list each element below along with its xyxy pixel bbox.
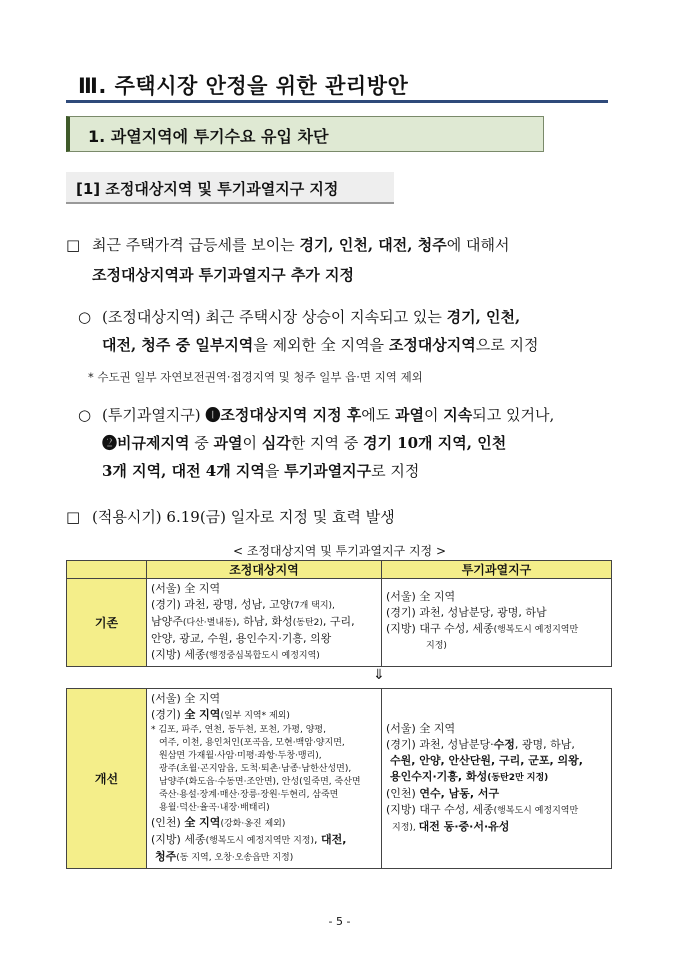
sub-subsection-title: [1] 조정대상지역 및 투기과열지구 지정: [76, 180, 339, 198]
text-bold: 과열: [395, 406, 425, 424]
cell-line: [151, 849, 377, 866]
paragraph-3-line-3: [102, 456, 419, 486]
text: (경기) 과천, 성남분당·: [386, 738, 494, 751]
note-line: 남양주(화도읍·수동면·조안면), 안성(일죽면, 죽산면: [159, 777, 361, 787]
designation-table: [66, 560, 612, 869]
cell-line: [151, 815, 377, 832]
table-header-row: [67, 561, 612, 579]
table-cell: [147, 689, 382, 869]
paragraph-4: (적용시기) 6.19(금) 일자로 지정 및 효력 발생: [92, 508, 395, 526]
text-bold: 全 지역: [184, 708, 221, 721]
footnote: * 수도권 일부 자연보전권역·접경지역 및 청주 일부 읍·면 지역 제외: [88, 370, 423, 384]
text-bold: ❷비규제지역: [102, 434, 190, 452]
table-corner: [67, 561, 147, 579]
cell-line: (서울) 全 지역: [151, 582, 221, 595]
note-line: 광주(초월·곤지암읍, 도척·퇴촌·남종·남한산성면),: [159, 764, 352, 774]
cell-line: (서울) 全 지역: [386, 590, 456, 603]
text: (투기과열지구): [102, 406, 206, 424]
text-bold: 경기, 인천, 대전, 청주: [299, 236, 447, 254]
text-small: (강화·옹진 제외): [220, 819, 286, 829]
table-cell: [382, 579, 612, 667]
text: (인천): [386, 787, 420, 800]
text: 을 제외한 全 지역을: [253, 336, 389, 354]
text-bold: 全 지역: [184, 816, 221, 829]
cell-line: [151, 597, 377, 614]
cell-line: [386, 819, 607, 836]
text: (경기): [151, 708, 185, 721]
row-header: 개선: [67, 689, 147, 869]
text: (지방) 세종: [151, 833, 206, 846]
paragraph-3-line-1: [102, 400, 554, 430]
text-small: (일부 지역* 제외): [220, 711, 290, 721]
text-bold: 대전 동·중·서·유성: [418, 820, 510, 833]
arrow-row: [67, 667, 612, 689]
note-line: 여주, 이천, 용인처인(포곡읍, 모현·백암·양지면,: [159, 738, 345, 748]
table-caption: < 조정대상지역 및 투기과열지구 지정 >: [232, 544, 447, 558]
column-header: 투기과열지구: [382, 561, 612, 579]
text: (지방) 세종: [151, 648, 206, 661]
text: 한 지역 중: [290, 434, 363, 452]
table-cell: [147, 579, 382, 667]
cell-line: [386, 786, 607, 802]
paragraph-2-line-1: [102, 302, 520, 332]
text-bold: 투기과열지구: [284, 462, 372, 480]
note-line: * 김포, 파주, 연천, 동두천, 포천, 가평, 양평,: [151, 725, 326, 735]
text: ,: [313, 833, 321, 846]
text-small: (행정중심복합도시 예정지역): [205, 651, 320, 661]
spacer: [386, 581, 607, 589]
text: (지방) 대구 수성, 세종: [386, 622, 494, 635]
text-small: (행복도시 예정지역만: [493, 806, 579, 816]
text-bold: 대전,: [320, 833, 347, 846]
text-small: (동탄2): [292, 618, 323, 628]
down-arrow-icon: ⇓: [373, 667, 385, 683]
section-title: Ⅲ. 주택시장 안정을 위한 관리방안: [78, 74, 409, 98]
text: (조정대상지역) 최근 주택시장 상승이 지속되고 있는: [102, 308, 447, 326]
text: (인천): [151, 816, 185, 829]
section-rule: [66, 100, 608, 103]
text-small: 지정),: [392, 823, 419, 833]
text-small: (행복도시 예정지역만 지정): [205, 836, 314, 846]
text-bold: ❶조정대상지역 지정 후: [205, 406, 362, 424]
arrow-cell: [67, 667, 147, 689]
text-small: (동탄2만 지정): [487, 773, 549, 783]
note-line: 용월·덕산·율곡·내장·배태리): [159, 803, 270, 813]
text-bold: 조정대상지역과 투기과열지구 추가 지정: [92, 266, 354, 284]
text-bold: 지속: [443, 406, 473, 424]
cell-line: (서울) 全 지역: [386, 722, 456, 735]
text: 에도: [361, 406, 396, 424]
cell-line: [386, 621, 607, 638]
text-bold: 경기, 인천,: [446, 308, 521, 326]
text-bold: 3개 지역, 대전 4개 지역: [102, 462, 265, 480]
cell-line: [151, 647, 377, 664]
cell-line: (서울) 全 지역: [151, 692, 221, 705]
square-bullet-icon: □: [66, 236, 81, 254]
text-small: (7개 택지),: [290, 601, 335, 611]
text: 에 대해서: [446, 236, 510, 254]
cell-line: (경기) 과천, 성남분당, 광명, 하남: [386, 606, 547, 619]
note-line: 원삼면 가재월·사암·미평·좌항·두창·맹리),: [159, 751, 322, 761]
text-bold: 심각: [261, 434, 291, 452]
text-small: (다산·별내동): [182, 618, 237, 628]
text: (지방) 대구 수성, 세종: [386, 803, 494, 816]
text-bold: 조정대상지역: [388, 336, 476, 354]
circle-bullet-icon: ○: [78, 308, 92, 326]
row-header: 기존: [67, 579, 147, 667]
sub-subsection-box: [66, 172, 394, 204]
cell-line: [151, 707, 377, 724]
paragraph-1-line-2: [92, 260, 354, 290]
cell-line: [386, 802, 607, 819]
text: 이: [242, 434, 262, 452]
text-small: (행복도시 예정지역만: [493, 625, 579, 635]
cell-line: 안양, 광교, 수원, 용인수지·기흥, 의왕: [151, 632, 332, 645]
paragraph-2-line-2: [102, 330, 539, 360]
circle-bullet-icon: ○: [78, 406, 92, 424]
table-cell: [382, 689, 612, 869]
subsection-title: 1. 과열지역에 투기수요 유입 차단: [88, 127, 329, 146]
note-line: 죽산·용설·장계·매산·장릉·장원·두현리, 삼죽면: [159, 790, 339, 800]
cell-line: [386, 769, 607, 786]
text-bold: 연수, 남동, 서구: [419, 787, 500, 800]
cell-line: [151, 614, 377, 631]
cell-line: 수원, 안양, 안산단원, 구리, 군포, 의왕,: [390, 754, 583, 767]
text-bold: 용인수지·기흥, 화성: [390, 770, 488, 783]
text: 중: [189, 434, 214, 452]
paragraph-3-line-2: [102, 428, 506, 458]
text-bold: 과열: [213, 434, 243, 452]
text: 남양주: [151, 615, 183, 628]
text: , 광명, 하남,: [514, 738, 575, 751]
table-row: [67, 689, 612, 869]
text: 으로 지정: [475, 336, 539, 354]
cell-note: [151, 724, 377, 815]
table-row: [67, 579, 612, 667]
text: 되고 있거나,: [472, 406, 555, 424]
text: (경기) 과천, 광명, 성남, 고양: [151, 598, 291, 611]
cell-line: [386, 737, 607, 753]
text: 로 지정: [371, 462, 420, 480]
text: , 구리,: [322, 615, 355, 628]
paragraph-1-line-1: [92, 230, 509, 260]
subsection-box: [66, 116, 544, 152]
page-number: - 5 -: [328, 915, 351, 928]
text-bold: 수정: [493, 738, 515, 751]
text: 최근 주택가격 급등세를 보이는: [92, 236, 300, 254]
text-bold: 대전, 청주 중 일부지역: [102, 336, 254, 354]
cell-line: [151, 832, 377, 849]
text: 이: [424, 406, 444, 424]
text-bold: 청주: [155, 850, 177, 863]
text-small: (동 지역, 오창·오송읍만 지정): [176, 853, 294, 863]
cell-line: 지정): [426, 641, 447, 651]
square-bullet-icon: □: [66, 508, 81, 526]
text: 을: [264, 462, 285, 480]
text-bold: 경기 10개 지역, 인천: [362, 434, 507, 452]
column-header: 조정대상지역: [147, 561, 382, 579]
text: , 하남, 화성: [236, 615, 293, 628]
